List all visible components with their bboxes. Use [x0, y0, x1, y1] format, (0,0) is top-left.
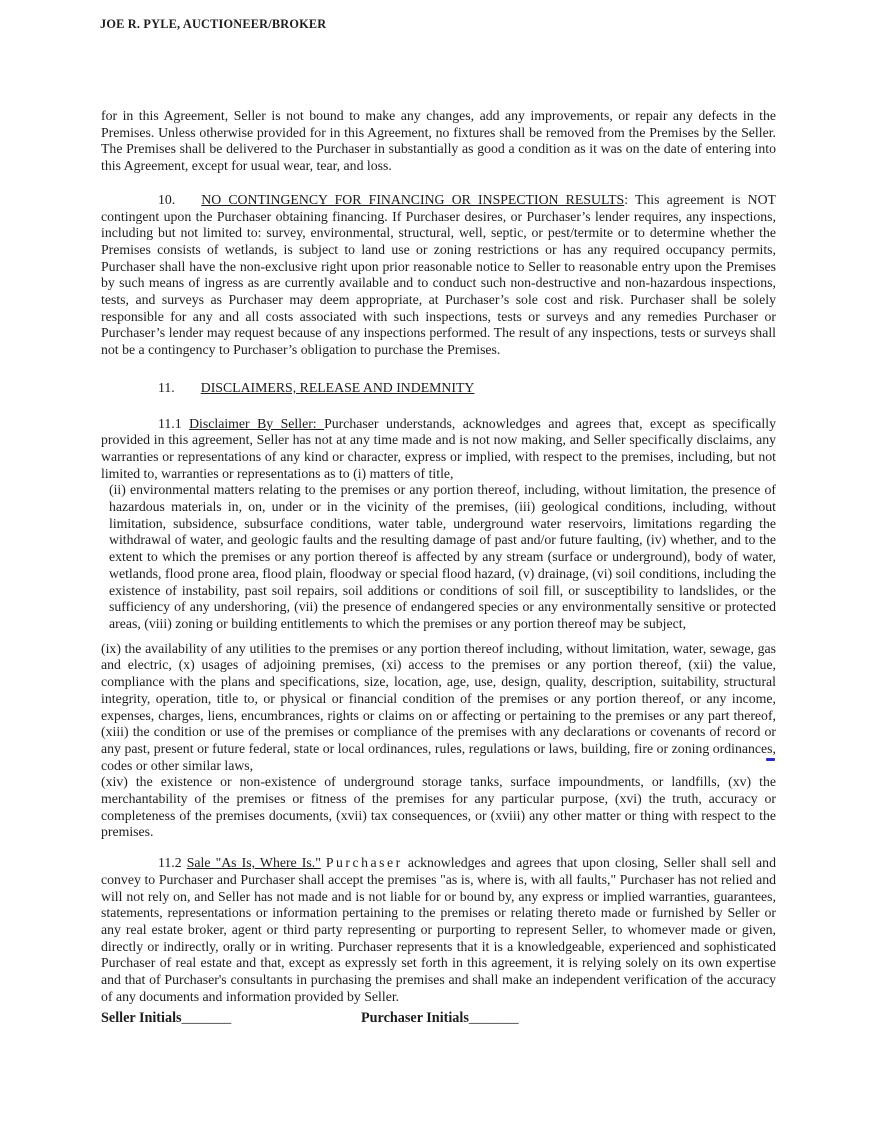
intro-paragraph [101, 108, 776, 175]
section-11-2-number: 11.2 [158, 855, 187, 871]
section-11-2-body-text: acknowledges and agrees that upon closing, Seller shall sell and convey to Purchaser and Purchaser shall accept the premises "as is, where is, with all faults," Purchaser has not relied and will not rely on, and Seller has not made and is not liable for or bound by, any express or implied warranties, guarantees, statements, representations or information pertaining to the premises or relating thereto made or furnished by Seller or any real estate broker, agent or third party representing or purporting to represent Seller, to whomever made or given, directly or indirectly, orally or in writing. Purchaser represents that it is a knowledgeable, experienced and sophisticated Purchaser of real estate and that, except as expressly set forth in this agreement, it is relying solely on its own expertise and that of Purchaser's consultants in purchasing the premises and shall make an independent verification of the accuracy of any documents and information provided by Seller. [101, 855, 776, 1004]
section-11-heading-row [101, 380, 776, 397]
clause-block-ix-text: (ix) the availability of any utilities to the premises or any portion thereof including, without limitation, water, sewage, gas and electric, (x) usages of adjoining premises, (xi) access to the premises or any portion thereof, (xii) the value, compliance with the plans and specifications, size, location, age, use, design, quality, description, suitability, structural integrity, operation, title to, or physical or financial condition of the premises or any portion thereof, or any income, expenses, charges, liens, encumbrances, rights or claims on or affecting or pertaining to the premises or any part thereof, (xiii) the condition or use of the premises or compliance of the premises with any declarations or covenants of record or any past, present or future federal, state or local ordinances, rules, regulations or laws, building, fire or zoning ordinances, codes or other similar laws, [101, 640, 776, 773]
clause-block-ii-text: (ii) environmental matters relating to the premises or any portion thereof, including, without limitation, the presence of hazardous materials in, on, under or in the vicinity of the premises, (iii) geological conditions, including, without limitation, subsidence, subsurface conditions, water table, underground water reservoirs, limitations regarding the withdrawal of water, and geologic faults and the resulting damage of past and/or future faulting, (iv) whether, and to the extent to which the premises or any portion thereof is affected by any stream (surface or underground), body of water, wetlands, flood prone area, flood plain, floodway or special flood hazard, (v) drainage, (vi) soil conditions, including the existence of instability, past soil repairs, soil additions or conditions of soil fill, or susceptibility to landslides, or the sufficiency of any undershoring, (vii) the presence of endangered species or any environmentally sensitive or protected areas, (viii) zoning or building entitlements to which the premises or any portion thereof may be subject, [109, 482, 776, 631]
document-body [101, 108, 776, 1027]
purchaser-initials-label: Purchaser Initials [361, 1010, 469, 1027]
section-10-paragraph [101, 192, 776, 359]
section-11-heading: DISCLAIMERS, RELEASE AND INDEMNITY [200, 379, 475, 395]
clause-block-xiv [101, 774, 776, 841]
margin-annotation-mark [766, 758, 775, 761]
clause-block-ix [101, 641, 776, 775]
seller-initials-blank: _______ [181, 1010, 232, 1027]
section-11-2-heading: Sale "As Is, Where Is." [186, 855, 321, 871]
purchaser-initials-blank: _______ [468, 1010, 519, 1027]
section-10-body-text: : This agreement is NOT contingent upon the Purchaser obtaining financing. If Purchaser desires, or Purchaser’s lender requires, any inspections, including but not limited to: survey, environmental, structural, well, septic, or pest/termite or to determine whether the Premises consists of wetlands, is subject to land use or zoning restrictions or has any required occupancy permits, Purchaser shall have the non-exclusive right upon prior reasonable notice to Seller to reasonable entry upon the Premises by such means of ingress as are currently available and to conduct such non-destructive and non-hazardous inspections, tests, and surveys as Purchaser may deem appropriate, at Purchaser’s sole cost and risk. Purchaser shall be solely responsible for any and all costs associated with such inspections, tests or surveys and any remedies Purchaser or Purchaser’s lender may request because of any inspections performed. The result of any inspections, tests or surveys shall not be a contingency to Purchaser’s obligation to purchase the Premises. [101, 191, 776, 358]
page-header: JOE R. PYLE, AUCTIONEER/BROKER [100, 17, 327, 31]
purchaser-initials-field [361, 1010, 519, 1027]
seller-initials-field [101, 1010, 361, 1027]
clause-block-ii [101, 482, 776, 632]
section-11-2-spaced-word: Purchaser [325, 855, 403, 871]
section-11-2-paragraph [101, 855, 776, 1005]
clause-block-xiv-text: (xiv) the existence or non-existence of underground storage tanks, surface impoundments, or landfills, (xv) the merchantability of the premises or fitness of the premises for any particular purpose, (xvi) the truth, accuracy or completeness of the premises documents, (xvii) tax consequences, or (xviii) any other matter or thing with respect to the premises. [101, 774, 776, 840]
seller-initials-label: Seller Initials [101, 1010, 182, 1027]
section-11-1-paragraph [101, 416, 776, 483]
section-11-1-number: 11.1 [158, 415, 190, 431]
section-10-heading: NO CONTINGENCY FOR FINANCING OR INSPECTION RESULTS [201, 191, 625, 207]
section-11-1-intro-text: Purchaser understands, acknowledges and agrees that, except as specifically provided in this agreement, Seller has not at any time made and is not now making, and Seller specifically disclaims, any warranties or representations of any kind or character, express or implied, with respect to the premises, including, but not limited to, warranties or representations as to (i) matters of title, [101, 415, 776, 481]
section-10-number: 10. [158, 191, 176, 207]
section-11-number: 11. [158, 379, 175, 395]
signature-row [101, 1010, 776, 1027]
section-11-1-heading: Disclaimer By Seller: [189, 415, 325, 431]
intro-paragraph-text: for in this Agreement, Seller is not bound to make any changes, add any improvements, or repair any defects in the Premises. Unless otherwise provided for in this Agreement, no fixtures shall be removed from the Premises by the Seller. The Premises shall be delivered to the Purchaser in substantially as good a condition as it was on the date of entering into this Agreement, except for usual wear, tear, and loss. [101, 108, 776, 174]
